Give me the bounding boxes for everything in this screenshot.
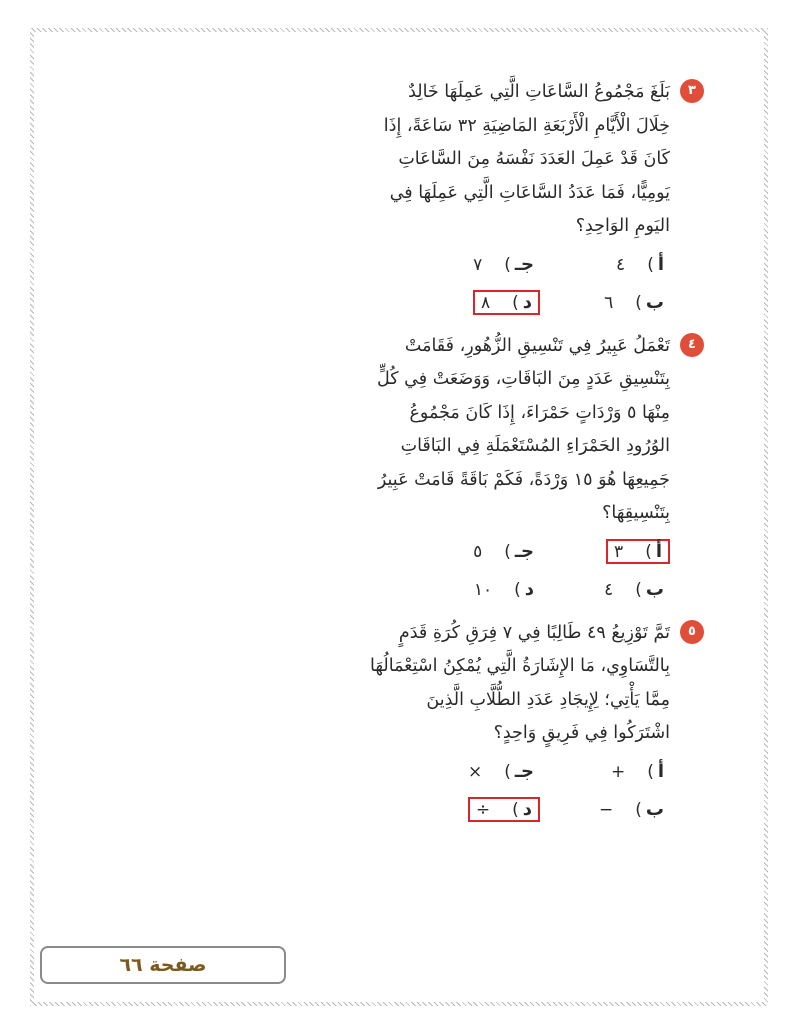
answer-options [370, 533, 670, 609]
option-d-selected[interactable] [410, 290, 540, 315]
questions-list [370, 76, 696, 837]
option-b[interactable]: ب ) ٦ [604, 292, 664, 313]
question-number-badge: ٣ [680, 79, 704, 103]
option-d-selected[interactable] [410, 797, 540, 822]
page-number-label: صفحة ٦٦ [40, 946, 286, 984]
option-c[interactable]: جـ ) ٥ [473, 541, 534, 562]
question-text: تَمَّ تَوْزِيعُ ٤٩ طَالِبًا فِي ٧ فِرَقِ كُرَةِ قَدَمٍ بِالتَّسَاوِي، مَا الإِشَارَةُ الَّتِي يُمْكِنُ اسْتِعْمَالُهَا مِمَّا يَأْتِي؛ لِإِيجَادِ عَدَدِ الطُّلَّابِ الَّذِينَ اشْتَرَكُوا فِي فَرِيقٍ وَاحِدٍ؟ [370, 622, 670, 743]
answer-highlight-box: د ) ٨ [473, 290, 540, 315]
option-a-selected[interactable] [540, 539, 670, 564]
option-c[interactable]: جـ ) × [467, 761, 534, 782]
answer-options [370, 753, 670, 829]
option-b[interactable]: ب ) − [599, 799, 664, 820]
question-4 [370, 330, 696, 609]
question-text: بَلَغَ مَجْمُوعُ السَّاعَاتِ الَّتِي عَمِلَهَا خَالِدٌ خِلَالَ الْأَيَّامِ الْأَرْبَعَةِ المَاضِيَةِ ٣٢ سَاعَةً، إِذَا كَانَ قَدْ عَمِلَ العَدَدَ نَفْسَهُ مِنَ السَّاعَاتِ يَومِيًّا، فَمَا عَدَدُ السَّاعَاتِ الَّتِي عَمِلَهَا فِي اليَومِ الوَاحِدِ؟ [383, 82, 670, 236]
answer-highlight-box: د ) ÷ [468, 797, 540, 822]
option-a[interactable]: أ ) + [610, 761, 664, 782]
question-number-badge: ٤ [680, 333, 704, 357]
question-3 [370, 76, 696, 322]
option-d[interactable]: د ) ١٠ [473, 579, 534, 600]
question-text: تَعْمَلُ عَبِيرُ فِي تَنْسِيقِ الزُّهُورِ، فَقَامَتْ بِتَنْسِيقِ عَدَدٍ مِنَ البَاقَاتِ، وَوَضَعَتْ فِي كُلٍّ مِنْهَا ٥ وَرْدَاتٍ حَمْرَاءَ، إِذَا كَانَ مَجْمُوعُ الوُرُودِ الحَمْرَاءِ المُسْتَعْمَلَةِ فِي البَاقَاتِ جَمِيعِهَا هُوَ ١٥ وَرْدَةً، فَكَمْ بَاقَةً قَامَتْ عَبِيرُ بِتَنْسِيقِهَا؟ [377, 335, 670, 523]
question-number-badge: ٥ [680, 620, 704, 644]
option-b[interactable]: ب ) ٤ [604, 579, 664, 600]
answer-options [370, 246, 670, 322]
option-c[interactable]: جـ ) ٧ [473, 254, 534, 275]
question-5 [370, 617, 696, 829]
answer-highlight-box: أ ) ٣ [606, 539, 670, 564]
option-a[interactable]: أ ) ٤ [616, 254, 664, 275]
